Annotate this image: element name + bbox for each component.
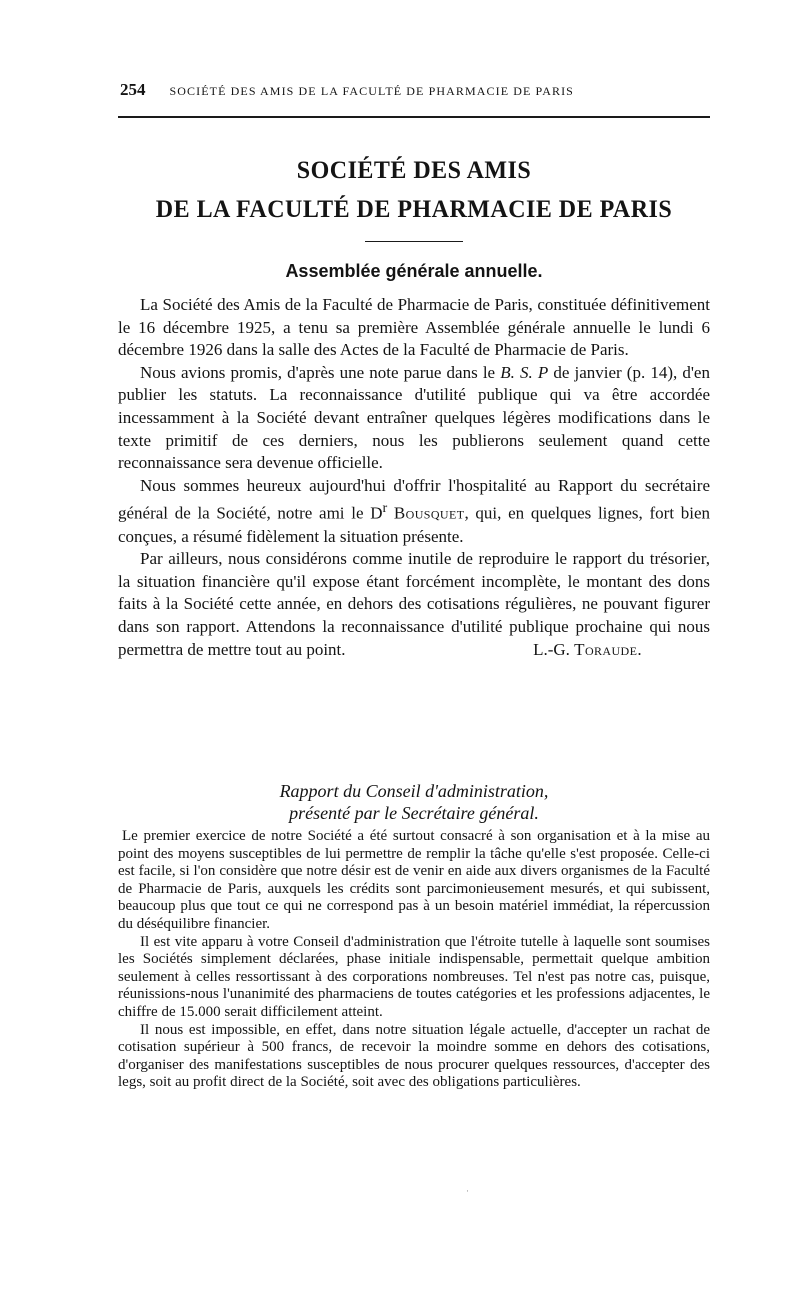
section-heading: Assemblée générale annuelle. [285, 261, 543, 281]
intro-paragraph-1: La Société des Amis de la Faculté de Pharmacie de Paris, constituée définitivement le 16 décembre 1925, a tenu sa première Assemblée générale annuelle le lundi 6 décembre 1926 dans la salle des Actes de la Faculté de Pharmacie de Paris. [118, 295, 710, 360]
page-number: 254 [120, 80, 146, 99]
title-divider [365, 241, 463, 242]
header-rule [118, 116, 710, 118]
report-paragraph-1: Le premier exercice de notre Société a été surtout consacré à son organisation et à la mise au point des moyens susceptibles de lui permettre de remplir la tâche qu'elle s'est proposée. Celle-ci est facile, si l'on considère que notre désir est de venir en aide aux divers organismes de la Faculté de Pharmacie de Paris, auxquels les crédits sont parcimonieusement mesurés, et qui subissent, beaucoup plus que tout ce qui ne correspond pas à un besoin matériel immédiat, la répercussion du déséquilibre financier. [118, 828, 710, 932]
running-head [120, 80, 710, 104]
signature-name: Toraude. [574, 639, 642, 659]
intro-paragraph-4 [118, 548, 710, 661]
report-title-line-2: présenté par le Secrétaire général. [289, 803, 539, 823]
main-title-line-2: DE LA FACULTÉ DE PHARMACIE DE PARIS [155, 196, 673, 223]
report-paragraph-2: Il est vite apparu à votre Conseil d'administration que l'étroite tutelle à laquelle sont soumises les Sociétés simplement déclarées, phase initiale indispensable, permettait quelque ambition seulement à celles ressortissant à des corporations nombreuses. Tel n'est pas notre cas, puisque, réunissions-nous l'unanimité des pharmaciens de toutes catégories et les professions adjacentes, le chiffre de 15.000 serait difficilement atteint. [118, 933, 710, 1020]
author-name: Bousquet [393, 504, 465, 523]
intro-p3-after: , qui, en quelques lignes, fort bien conçues, a résumé fidèlement la situation présente. [118, 504, 711, 546]
running-title: SOCIÉTÉ DES AMIS DE LA FACULTÉ DE PHARMACIE DE PARIS [169, 84, 574, 98]
report-paragraph-3: Il nous est impossible, en effet, dans notre situation légale actuelle, d'accepter un rachat de cotisation supérieur à 500 francs, de recevoir la moindre somme en dehors des cotisations, d'organiser des manifestations susceptibles de nous procurer quelques ressources, d'accepter des legs, soit au profit direct de la Société, soit avec des obligations particulières. [118, 1021, 710, 1091]
intro-paragraph-2 [118, 362, 710, 475]
intro-p2-before: Nous avions promis, d'après une note parue dans le [140, 362, 501, 382]
intro-p4-text: Par ailleurs, nous considérons comme inutile de reproduire le rapport du trésorier, la situation financière qu'il expose étant forcément incomplète, le montant des dons faits à la Société cette année, en dehors des cotisations régulières, ne pouvant figurer dans son rapport. Attendons la reconnaissance d'utilité publique prochaine qui nous permettra de mettre tout au point. [118, 549, 710, 659]
intro-p3-before: Nous sommes heureux aujourd'hui d'offrir l'hospitalité au Rapport du secrétaire général de la Société, notre ami le D [118, 475, 710, 523]
main-title-line-1: SOCIÉTÉ DES AMIS [296, 157, 532, 184]
signature-initials: L.-G. [533, 639, 575, 659]
report-title [118, 780, 710, 824]
intro-text [118, 294, 710, 661]
intro-p2-after: de janvier (p. 14), d'en publier les statuts. La reconnaissance d'utilité publique qui va être accordée incessamment à la Société devant entraîner quelques légères modifications dans le texte primitif de ces derniers, nous les publierons seulement quand cette reconnaissance sera devenue officielle. [118, 362, 710, 473]
report-text [118, 828, 710, 1092]
doctor-abbrev-sup: r [382, 500, 388, 517]
footer-mark: · [466, 1186, 469, 1196]
intro-paragraph-3 [118, 475, 710, 548]
journal-abbrev: B. S. P [500, 362, 549, 382]
report-title-line-1: Rapport du Conseil d'administration, [279, 781, 549, 801]
signature [533, 639, 642, 662]
